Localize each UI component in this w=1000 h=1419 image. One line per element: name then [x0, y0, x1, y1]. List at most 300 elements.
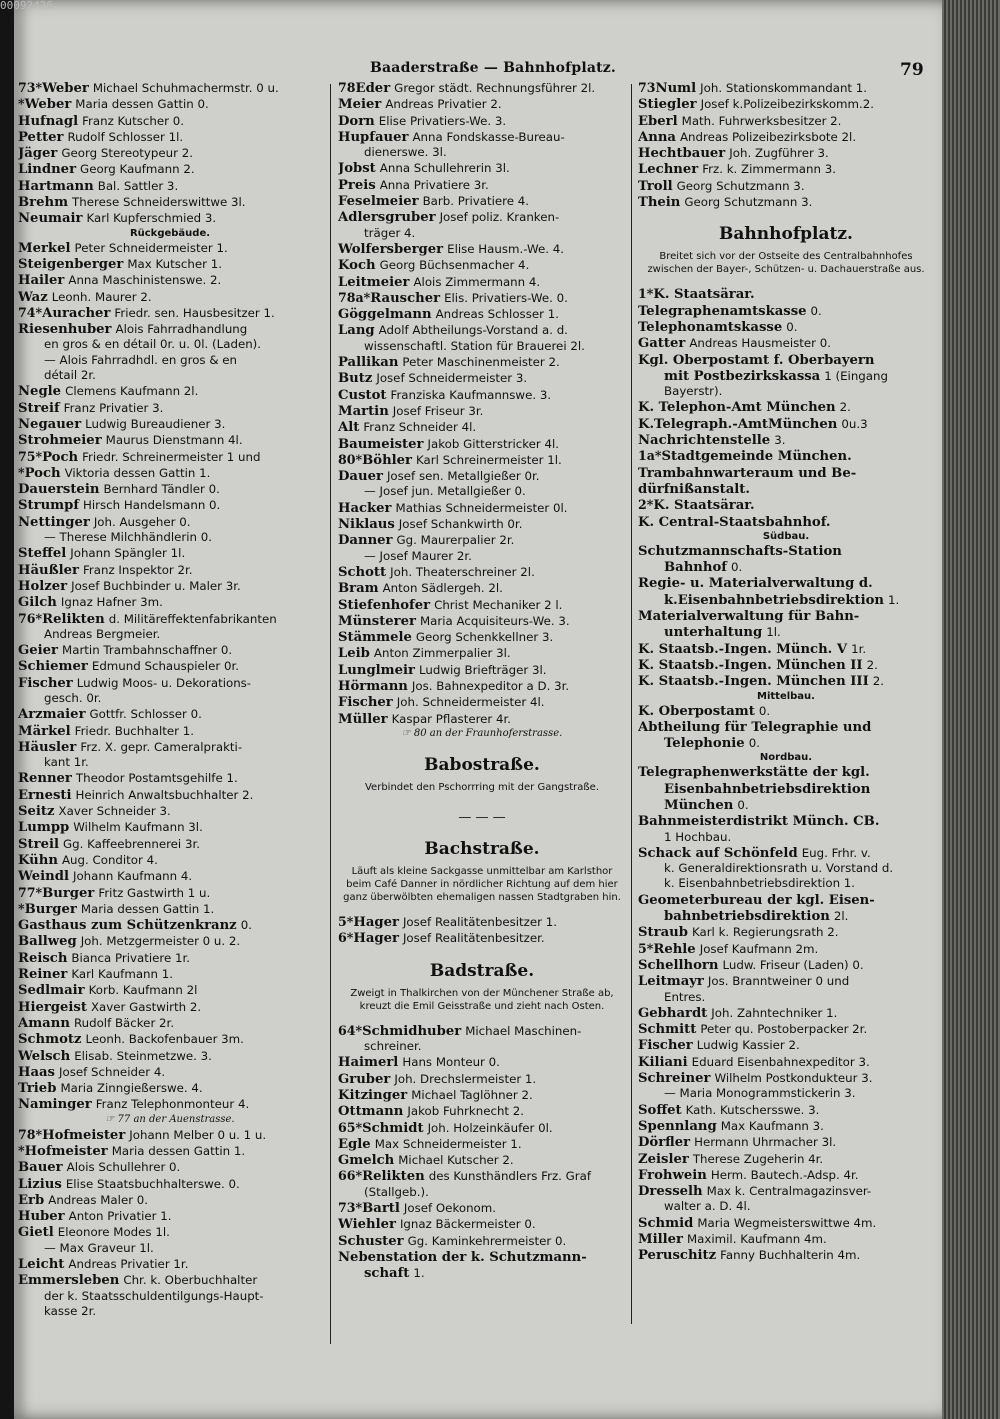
directory-entry	[638, 908, 934, 924]
house-number: 78	[338, 80, 356, 95]
resident-details: Joh. Stationskommandant 1.	[700, 81, 868, 95]
entry-continuation: — Alois Fahrradhdl. en gros & en	[44, 352, 238, 367]
resident-details: Andreas Hausmeister 0.	[689, 336, 832, 351]
resident-details: Franz Privatier 3.	[63, 400, 164, 415]
directory-entry	[18, 465, 322, 481]
resident-name: Bahnmeisterdistrikt Münch. CB.	[638, 814, 880, 830]
directory-entry	[18, 545, 322, 561]
section-subheading: Rückgebäude.	[129, 227, 211, 239]
resident-name: Gietl	[18, 1225, 54, 1241]
resident-name: Adlersgruber	[338, 210, 436, 226]
directory-entry	[638, 1231, 934, 1247]
resident-details: Frz. k. Zimmermann 3.	[702, 162, 836, 177]
house-number: 73*	[18, 80, 43, 95]
house-number: 6*	[338, 930, 354, 946]
house-number: 75*	[18, 448, 43, 464]
resident-details: Theodor Postamtsgehilfe 1.	[75, 771, 238, 786]
resident-name: Abtheilung für Telegraphie und	[638, 719, 872, 735]
directory-entry	[338, 930, 626, 946]
directory-entry	[638, 497, 934, 513]
directory-entry	[638, 845, 934, 861]
resident-name: Ottmann	[338, 1104, 404, 1120]
resident-name: Lunglmeir	[338, 662, 415, 678]
resident-details: Joh. Zugführer 3.	[729, 146, 829, 161]
resident-name: Steigenberger	[18, 256, 124, 272]
resident-name: Negle	[18, 384, 62, 400]
resident-details: Fanny Buchhalterin 4m.	[720, 1248, 861, 1263]
entry-continuation: der k. Staatsschuldentilgungs-Haupt-	[44, 1288, 264, 1303]
resident-name: Lechner	[638, 162, 699, 178]
directory-entry	[18, 578, 322, 594]
resident-name: Wolfersberger	[338, 241, 444, 257]
resident-details: 2.	[839, 400, 851, 415]
directory-entry	[18, 96, 322, 112]
resident-details: Andreas Maler 0.	[48, 1192, 149, 1207]
directory-entry	[338, 613, 626, 629]
directory-entry	[338, 1120, 626, 1136]
resident-name: Zeisler	[638, 1151, 689, 1167]
resident-details: Karl k. Regierungsrath 2.	[691, 925, 839, 940]
resident-details: Anna Schullehrerin 3l.	[379, 161, 510, 176]
resident-details: Bianca Privatiere 1r.	[71, 950, 190, 965]
directory-entry	[18, 80, 322, 96]
resident-name: Kgl. Oberpostamt f. Oberbayern	[638, 352, 875, 368]
directory-entry	[638, 735, 934, 751]
resident-name: Regie- u. Materialverwaltung d.	[638, 576, 873, 592]
directory-entry	[638, 1134, 934, 1150]
directory-entry	[338, 1023, 626, 1039]
street-description: Verbindet den Pschorrring mit der Gangstraße.	[364, 781, 600, 793]
entry-continuation: k. Eisenbahnbetriebsdirektion 1.	[664, 876, 856, 891]
resident-name: Hiergeist	[18, 999, 87, 1015]
resident-name: Fischer	[338, 695, 393, 711]
directory-entry	[638, 764, 934, 780]
house-number: 74*	[18, 304, 43, 320]
directory-entry	[338, 1216, 626, 1232]
directory-entry	[18, 272, 322, 288]
entry-continuation: k. Generaldirektionsrath u. Vorstand d.	[664, 861, 894, 876]
resident-name: Strohmeier	[18, 433, 102, 449]
resident-name: Auracher	[42, 305, 111, 321]
resident-details: Alois Zimmermann 4.	[413, 274, 541, 289]
resident-name: Gmelch	[338, 1153, 395, 1169]
directory-entry	[638, 1021, 934, 1037]
resident-name: Hager	[353, 931, 399, 947]
directory-entry	[18, 594, 322, 610]
resident-name: Burger	[24, 901, 77, 917]
directory-entry	[18, 1256, 322, 1272]
resident-details: Franz Schneider 4l.	[363, 420, 477, 435]
directory-entry	[338, 209, 626, 225]
book-page-edges	[942, 0, 1000, 1419]
directory-entry	[338, 1087, 626, 1103]
resident-name: Strumpf	[18, 498, 79, 514]
directory-entry	[638, 335, 934, 351]
resident-name: Waz	[18, 289, 48, 305]
resident-name: Gruber	[338, 1071, 391, 1087]
resident-details: 1r.	[851, 641, 867, 656]
resident-details: Herm. Bautech.-Adsp. 4r.	[710, 1167, 859, 1182]
resident-details: Anna Maschinistenswe. 2.	[68, 273, 222, 288]
directory-entry	[338, 80, 626, 96]
directory-entry	[18, 416, 322, 432]
resident-name: Welsch	[18, 1048, 71, 1064]
resident-details: Bernhard Tändler 0.	[103, 482, 220, 497]
directory-entry	[638, 973, 934, 989]
resident-details: Gregor städt. Rechnungsführer 2l.	[394, 81, 596, 95]
resident-details: Xaver Schneider 3.	[58, 804, 171, 819]
directory-entry	[18, 901, 322, 917]
resident-details: Peter Maschinenmeister 2.	[402, 355, 560, 370]
resident-name: K. Telephon-Amt München	[638, 400, 836, 416]
directory-entry	[18, 658, 322, 674]
resident-details: Anton Privatier 1.	[68, 1209, 172, 1224]
resident-details: Joh. Drechslermeister 1.	[394, 1071, 537, 1086]
street-description: Breitet sich vor der Ostseite des Centralbahnhofes zwischen der Bayer-, Schützen- u. Dachauerstraße aus.	[647, 251, 925, 276]
resident-details: Andreas Privatier 2.	[385, 97, 502, 112]
resident-details: Max Kutscher 1.	[127, 256, 222, 271]
resident-name: Schellhorn	[638, 957, 719, 973]
resident-details: 1 (Eingang	[824, 368, 888, 383]
directory-entry	[338, 711, 626, 727]
column-1	[18, 80, 322, 1319]
street-description: Zweigt in Thalkirchen von der Münchener Straße ab, kreuzt die Emil Geisstraße und zieht nach Osten.	[350, 987, 614, 1012]
resident-name: Kiliani	[638, 1054, 688, 1070]
resident-details: Jos. Branntweiner 0 und	[707, 974, 850, 989]
resident-details: Leonh. Backofenbauer 3m.	[85, 1032, 244, 1047]
resident-details: 0u.3	[841, 416, 868, 431]
resident-name: Amann	[18, 1015, 70, 1031]
directory-entry	[338, 1103, 626, 1119]
resident-details: Andreas Privatier 1r.	[68, 1257, 189, 1272]
entry-continuation: — Josef jun. Metallgießer 0.	[364, 484, 526, 499]
resident-name: Kühn	[18, 852, 58, 868]
resident-details: Peter qu. Postoberpacker 2r.	[700, 1022, 868, 1037]
directory-entry	[338, 274, 626, 290]
resident-name: Arzmaier	[18, 707, 86, 723]
resident-details: Georg Schutzmann 3.	[676, 178, 805, 193]
resident-name: Hufnagl	[18, 113, 79, 129]
resident-name: Weber	[24, 97, 72, 113]
resident-name: mit Postbezirkskassa	[664, 368, 821, 384]
directory-entry	[18, 113, 322, 129]
resident-name: Materialverwaltung für Bahn-	[638, 609, 860, 625]
directory-entry	[638, 813, 934, 829]
directory-entry	[338, 354, 626, 370]
resident-details: Clemens Kaufmann 2l.	[65, 384, 199, 399]
directory-entry	[18, 819, 322, 835]
directory-entry	[18, 933, 322, 949]
directory-entry	[638, 657, 934, 673]
directory-entry	[338, 1249, 626, 1265]
resident-details: Gottfr. Schlosser 0.	[89, 707, 202, 722]
entry-continuation: Entres.	[664, 989, 706, 1004]
resident-name: Hailer	[18, 273, 65, 289]
resident-details: Math. Fuhrwerksbesitzer 2.	[681, 113, 842, 128]
resident-details: 2.	[872, 674, 885, 689]
directory-entry	[338, 516, 626, 532]
resident-details: Ludw. Friseur (Laden) 0.	[722, 957, 864, 972]
directory-entry	[338, 1168, 626, 1184]
resident-name: Schmidt	[362, 1120, 424, 1136]
resident-details: Andreas Polizeibezirksbote 2l.	[679, 129, 857, 144]
directory-entry	[18, 950, 322, 966]
resident-details: Maria dessen Gattin 1.	[80, 901, 215, 916]
resident-details: Therese Schneiderswittwe 3l.	[72, 195, 246, 210]
resident-name: Stämmele	[338, 630, 412, 646]
resident-details: 1.	[413, 1266, 425, 1281]
resident-details: Elise Privatiers-We. 3.	[378, 113, 507, 128]
directory-entry	[338, 597, 626, 613]
resident-name: Soffet	[638, 1102, 682, 1118]
resident-name: Eder	[355, 81, 391, 96]
resident-details: Jakob Fuhrknecht 2.	[407, 1104, 525, 1119]
directory-entry	[338, 580, 626, 596]
entry-continuation: détail 2r.	[44, 368, 96, 383]
resident-details: Ludwig Moos- u. Dekorations-	[76, 675, 252, 690]
directory-entry	[338, 322, 626, 338]
resident-name: Dauer	[338, 469, 383, 485]
resident-details: Karl Kaufmann 1.	[71, 967, 174, 982]
directory-entry	[638, 145, 934, 161]
resident-details: Therese Zugeherin 4r.	[692, 1151, 824, 1166]
resident-details: Eduard Eisenbahnexpeditor 3.	[691, 1054, 870, 1069]
directory-entry	[638, 1247, 934, 1263]
resident-details: Heinrich Anwaltsbuchhalter 2.	[75, 787, 254, 802]
directory-entry	[338, 500, 626, 516]
directory-entry	[338, 1200, 626, 1216]
directory-entry	[638, 1167, 934, 1183]
resident-details: Elis. Privatiers-We. 0.	[444, 290, 568, 305]
resident-name: Brehm	[18, 195, 69, 211]
directory-entry	[338, 645, 626, 661]
entry-continuation: en gros & en détail 0r. u. 0l. (Laden).	[44, 337, 262, 352]
resident-name: Schmidhuber	[362, 1023, 462, 1039]
directory-entry	[638, 96, 934, 112]
resident-details: Gg. Kaffeebrennerei 3r.	[63, 836, 200, 851]
directory-entry	[338, 532, 626, 548]
resident-details: Michael Kutscher 2.	[398, 1153, 514, 1168]
resident-name: K. Staatsärar.	[653, 287, 755, 303]
house-number: *	[18, 464, 25, 480]
resident-name: Schott	[338, 564, 387, 580]
resident-details: Joh. Theaterschreiner 2l.	[390, 564, 535, 579]
resident-details: Max Kaufmann 3.	[720, 1118, 824, 1133]
directory-entry	[338, 1152, 626, 1168]
resident-details: Peter Schneidermeister 1.	[74, 240, 228, 255]
resident-name: Thein	[638, 195, 681, 211]
resident-details: Franz Telephonmonteur 4.	[95, 1097, 250, 1112]
directory-entry	[638, 1151, 934, 1167]
resident-name: Müller	[338, 711, 388, 727]
directory-entry	[18, 836, 322, 852]
directory-entry	[338, 662, 626, 678]
resident-name: Geier	[18, 643, 59, 659]
directory-entry	[18, 321, 322, 337]
house-number: 73	[638, 80, 656, 95]
house-number: 78*	[18, 1126, 43, 1142]
resident-details: Franz Inspektor 2r.	[82, 562, 193, 577]
resident-name: Miller	[638, 1232, 683, 1247]
directory-entry	[18, 770, 322, 786]
directory-entry	[638, 641, 934, 657]
house-number: *	[18, 900, 25, 916]
directory-entry	[18, 383, 322, 399]
resident-name: Dresselh	[638, 1184, 703, 1200]
resident-name: Jobst	[338, 161, 376, 177]
resident-details: Adolf Abtheilungs-Vorstand a. d.	[378, 323, 568, 338]
resident-details: Ignaz Hafner 3m.	[60, 595, 163, 610]
resident-name: Gatter	[638, 336, 686, 352]
entry-continuation: 1 Hochbau.	[664, 829, 732, 844]
resident-details: Joh. Metzgermeister 0 u. 2.	[80, 934, 241, 949]
directory-entry	[338, 694, 626, 710]
directory-entry	[338, 96, 626, 112]
directory-entry	[638, 797, 934, 813]
resident-details: Anton Zimmerpalier 3l.	[373, 646, 511, 661]
resident-name: Eisenbahnbetriebsdirektion	[664, 781, 871, 797]
resident-details: Leonh. Maurer 2.	[51, 289, 152, 304]
directory-entry	[18, 1143, 322, 1159]
resident-details: Josef k.Polizeibezirkskomm.2.	[700, 97, 875, 112]
separator-dashes: — — —	[458, 809, 506, 825]
resident-name: Relikten	[42, 611, 105, 627]
directory-entry	[18, 514, 322, 530]
resident-name: Gebhardt	[638, 1005, 708, 1021]
resident-details: Aug. Conditor 4.	[61, 852, 158, 867]
resident-name: Ernesti	[18, 787, 72, 803]
resident-details: Maximil. Kaufmann 4m.	[686, 1232, 827, 1246]
resident-details: Rudolf Bäcker 2r.	[73, 1015, 175, 1030]
directory-entry	[338, 257, 626, 273]
resident-details: 2.	[866, 657, 878, 672]
directory-entry	[638, 286, 934, 302]
resident-name: Stadtgemeinde München.	[661, 449, 852, 465]
resident-details: Viktoria dessen Gattin 1.	[64, 465, 211, 480]
resident-name: schaft	[364, 1266, 410, 1282]
cross-reference-note: ☞ 80 an der Fraunhoferstrasse.	[401, 727, 563, 739]
resident-details: Joh. Holzeinkäufer 0l.	[427, 1120, 553, 1135]
directory-entry	[638, 352, 934, 368]
directory-entry	[18, 305, 322, 321]
resident-details: Joh. Schneidermeister 4l.	[396, 695, 545, 710]
resident-name: K. Staatsb.-Ingen. München III	[638, 674, 869, 690]
column-2	[338, 80, 626, 1282]
resident-details: Gg. Maurerpalier 2r.	[396, 533, 515, 548]
resident-name: Hofmeister	[42, 1127, 126, 1143]
resident-name: Hofmeister	[24, 1144, 108, 1159]
resident-details: Rudolf Schlosser 1l.	[67, 129, 184, 144]
resident-name: Niklaus	[338, 517, 395, 533]
resident-name: Nebenstation der k. Schutzmann-	[338, 1249, 587, 1265]
cross-reference-note: ☞ 77 an der Auenstrasse.	[105, 1113, 235, 1125]
resident-name: Lumpp	[18, 820, 70, 836]
resident-name: Schmotz	[18, 1032, 82, 1048]
directory-entry	[638, 303, 934, 319]
directory-entry	[18, 1127, 322, 1143]
directory-entry	[18, 145, 322, 161]
entry-continuation: kant 1r.	[44, 755, 89, 770]
resident-details: Josef Realitätenbesitzer 1.	[402, 915, 557, 930]
resident-name: Egle	[338, 1136, 371, 1152]
directory-entry	[638, 703, 934, 719]
resident-name: Häußler	[18, 562, 79, 578]
resident-name: Telegraphenwerkstätte der kgl.	[638, 765, 870, 781]
entry-continuation: Bayerstr).	[664, 384, 723, 399]
entry-continuation: walter a. D. 4l.	[664, 1199, 751, 1214]
resident-name: Gasthaus zum Schützenkranz	[18, 918, 237, 934]
entry-continuation: wissenschaftl. Station für Brauerei 2l.	[364, 338, 585, 353]
directory-entry	[18, 289, 322, 305]
directory-entry	[18, 256, 322, 272]
directory-entry	[338, 370, 626, 386]
resident-name: Martin	[338, 403, 389, 419]
resident-name: Weber	[42, 81, 89, 96]
street-heading: Badstraße.	[429, 960, 535, 981]
directory-entry	[338, 177, 626, 193]
resident-details: Gg. Kaminkehrermeister 0.	[407, 1233, 567, 1248]
street-heading: Bahnhofplatz.	[719, 224, 853, 245]
directory-entry	[638, 559, 934, 575]
resident-name: unterhaltung	[664, 625, 763, 641]
column-3	[638, 80, 934, 1264]
resident-details: Martin Trambahnschaffner 0.	[62, 643, 233, 658]
resident-details: Georg Schutzmann 3.	[684, 195, 813, 210]
resident-details: Anna Fondskasse-Bureau-	[412, 129, 565, 144]
directory-entry	[18, 400, 322, 416]
resident-details: Korb. Kaufmann 2l	[88, 983, 198, 998]
house-number: 78a*	[338, 289, 371, 305]
resident-details: Maria dessen Gattin 0.	[75, 97, 209, 112]
directory-entry	[18, 562, 322, 578]
resident-details: Mathias Schneidermeister 0l.	[395, 500, 568, 515]
directory-entry	[18, 1031, 322, 1047]
resident-details: 0.	[748, 736, 760, 751]
directory-entry	[18, 706, 322, 722]
resident-details: Franziska Kaufmannswe. 3.	[390, 387, 552, 402]
resident-name: Trieb	[18, 1081, 57, 1097]
directory-entry	[638, 1118, 934, 1134]
directory-entry	[338, 678, 626, 694]
house-number: 66*	[338, 1168, 363, 1184]
resident-name: Feselmeier	[338, 194, 419, 210]
resident-details: Georg Kaufmann 2.	[80, 162, 195, 177]
directory-entry	[638, 924, 934, 940]
resident-details: Hermann Uhrmacher 3l.	[694, 1135, 837, 1150]
directory-entry	[338, 1265, 626, 1281]
resident-name: Reiner	[18, 967, 68, 983]
house-number: *	[18, 1143, 25, 1158]
resident-name: Telegraphenamtskasse	[638, 303, 807, 319]
section-subheading: Mittelbau.	[757, 690, 815, 702]
resident-name: Leitmayr	[638, 974, 704, 990]
spacer	[338, 794, 626, 804]
directory-entry	[18, 178, 322, 194]
directory-entry	[18, 161, 322, 177]
resident-name: Göggelmann	[338, 307, 432, 323]
resident-details: Joh. Zahntechniker 1.	[711, 1005, 838, 1020]
resident-name: Koch	[338, 258, 376, 274]
resident-details: Christ Mechaniker 2 l.	[434, 597, 563, 612]
resident-name: Emmersleben	[18, 1273, 120, 1289]
resident-name: Reisch	[18, 950, 68, 966]
resident-name: Hupfauer	[338, 129, 409, 145]
entry-continuation: träger 4.	[364, 225, 416, 240]
resident-name: Böhler	[362, 452, 413, 468]
directory-entry	[338, 436, 626, 452]
resident-details: Michael Maschinen-	[465, 1023, 582, 1038]
resident-name: Butz	[338, 371, 373, 387]
